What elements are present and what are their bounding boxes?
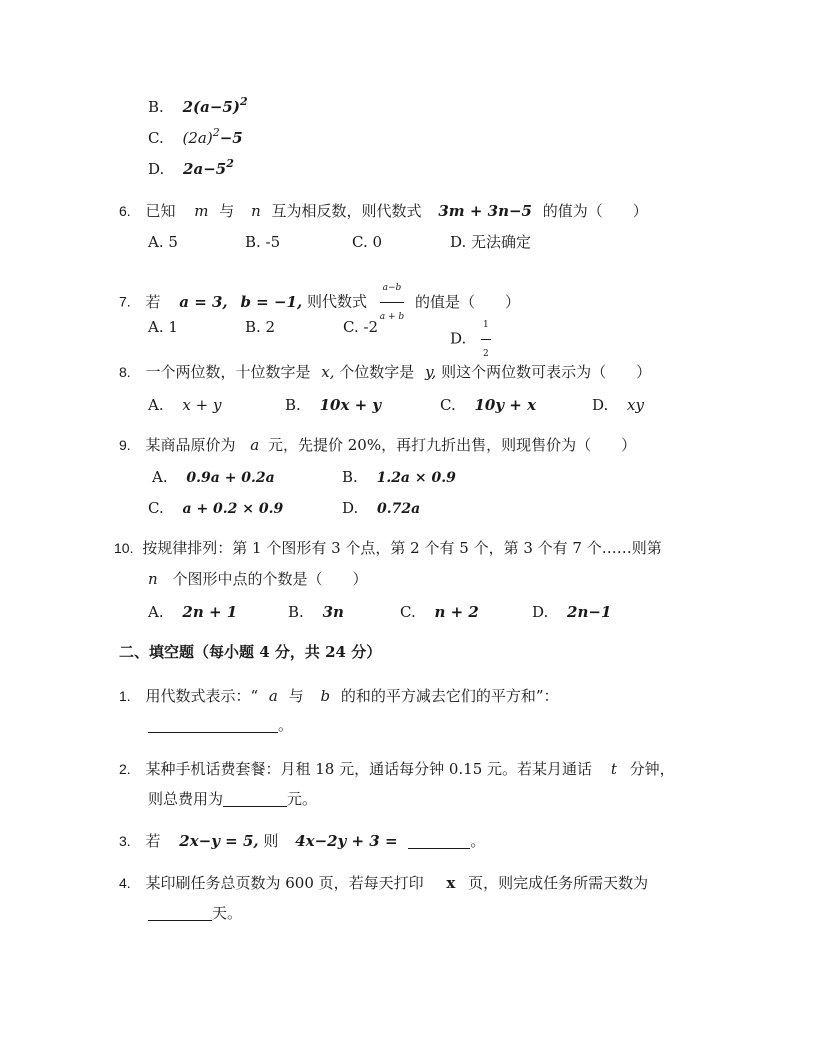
- question-text: 已知: [145, 202, 176, 220]
- q8-option-a: [148, 398, 221, 413]
- q9-option-c: [148, 501, 283, 516]
- option-expr: 0.9a + 0.2a: [186, 470, 275, 486]
- punctuation: 。: [470, 832, 486, 850]
- fill-answer-line-2: [148, 792, 317, 807]
- option-expr: 3n: [322, 603, 344, 621]
- fraction-numerator: 1: [481, 312, 491, 340]
- question-text: 与: [219, 202, 235, 220]
- question-number: 8.: [119, 364, 131, 380]
- q10-option-c: [400, 605, 479, 620]
- option-expr: 10y + x: [474, 396, 537, 414]
- question-text: 若: [145, 292, 161, 311]
- math-expr: 4x−2y + 3 =: [295, 832, 398, 850]
- answer-blank[interactable]: [148, 906, 212, 921]
- question-text: 的值是（ ）: [414, 292, 520, 311]
- option-expr: (2a): [182, 129, 213, 147]
- question-number: 2.: [119, 761, 131, 777]
- question-text: 的值为（ ）: [542, 202, 648, 220]
- question-text: 分钟，: [629, 760, 675, 778]
- q5-option-c: [148, 126, 243, 147]
- math-var: a: [250, 436, 260, 454]
- question-text: 用代数式表示：“: [145, 687, 259, 705]
- q8-option-b: [285, 398, 381, 413]
- question-text: 某商品原价为: [145, 436, 236, 454]
- fill-answer-line-4: [148, 906, 242, 921]
- question-text: 与: [288, 687, 304, 705]
- question-text: 页，则完成任务所需天数为: [468, 874, 649, 892]
- math-var: a: [268, 687, 278, 705]
- math-var: b: [320, 687, 331, 705]
- option-label: C.: [400, 603, 416, 621]
- question-number: 10.: [114, 540, 134, 556]
- math-var: n: [251, 202, 261, 220]
- fill-question-2: [119, 762, 675, 777]
- question-text: 则这个两位数可表示为（ ）: [441, 363, 652, 381]
- q8-option-c: [440, 398, 536, 413]
- option-label: C.: [148, 499, 164, 517]
- option-label: A.: [148, 603, 164, 621]
- question-number: 4.: [119, 875, 131, 891]
- fraction-numerator: a−b: [380, 275, 404, 303]
- math-expr: b = −1,: [240, 292, 303, 311]
- q7-option-c: C. -2: [343, 318, 379, 336]
- question-number: 7.: [119, 293, 131, 310]
- option-label: D.: [532, 603, 549, 621]
- q10-option-b: [288, 605, 344, 620]
- fill-question-3: [119, 834, 485, 849]
- question-10: [114, 541, 662, 556]
- option-expr: 10x + y: [319, 396, 382, 414]
- fill-question-4: [119, 876, 648, 891]
- q6-option-b: B. -5: [245, 233, 281, 251]
- question-text: 若: [145, 832, 161, 850]
- option-label: D.: [450, 329, 467, 348]
- option-label: D.: [148, 160, 165, 178]
- q7-option-b: B. 2: [245, 318, 276, 336]
- math-var: n: [148, 570, 158, 588]
- option-label: A.: [152, 468, 168, 486]
- answer-blank[interactable]: [148, 718, 278, 733]
- math-expr: 2x−y = 5,: [179, 832, 259, 850]
- question-text: 则: [263, 832, 279, 850]
- math-expr: a = 3,: [179, 292, 228, 311]
- fill-answer-line-1: [148, 718, 293, 733]
- fraction-denominator: a + b: [379, 312, 405, 322]
- option-sup: 2: [239, 95, 248, 108]
- option-label: D.: [592, 396, 609, 414]
- q6-option-c: C. 0: [352, 233, 383, 251]
- fraction-denominator: 2: [483, 349, 489, 359]
- question-text: 元。: [287, 790, 318, 808]
- option-label: C.: [148, 129, 164, 147]
- question-text: 个位数字是: [339, 363, 415, 381]
- q7-option-a: A. 1: [148, 318, 178, 336]
- q7-option-d: [450, 312, 491, 367]
- option-label: A.: [148, 396, 164, 414]
- fraction: [481, 312, 491, 367]
- option-sup: 2: [226, 157, 234, 170]
- question-text: 个图形中点的个数是（ ）: [172, 570, 368, 588]
- question-text: 按规律排列：第 1 个图形有 3 个点，第 2 个有 5 个，第 3 个有 7 个……则第: [142, 539, 662, 557]
- question-text: 某印刷任务总页数为 600 页，若每天打印: [145, 874, 424, 892]
- option-expr: a + 0.2 × 0.9: [182, 501, 284, 517]
- option-expr: 2(a−5): [182, 98, 240, 116]
- math-var: x,: [321, 363, 335, 381]
- option-expr: 1.2a × 0.9: [376, 470, 456, 486]
- q5-option-d: [148, 157, 234, 178]
- question-10-line2: [148, 572, 367, 587]
- question-9: [119, 438, 636, 453]
- answer-blank[interactable]: [408, 834, 470, 849]
- q10-option-d: [532, 605, 611, 620]
- question-number: 3.: [119, 833, 131, 849]
- option-label: B.: [285, 396, 301, 414]
- q9-option-a: [152, 470, 275, 485]
- q6-option-a: A. 5: [148, 233, 178, 251]
- question-text: 某种手机话费套餐：月租 18 元，通话每分钟 0.15 元。若某月通话: [145, 760, 593, 778]
- question-8: [119, 365, 651, 380]
- option-sup: 2: [212, 126, 220, 139]
- option-expr: n + 2: [434, 603, 479, 621]
- q9-option-b: [342, 470, 456, 485]
- math-expr: 3m + 3n−5: [438, 202, 532, 220]
- question-text: 互为相反数，则代数式: [271, 202, 422, 220]
- math-var: t: [610, 760, 617, 778]
- punctuation: 。: [278, 716, 294, 734]
- option-expr: 2n−1: [567, 603, 612, 621]
- question-text: 元，先提价 20%，再打九折出售，则现售价为（ ）: [268, 436, 637, 454]
- q6-option-d: D. 无法确定: [450, 233, 532, 251]
- option-expr: xy: [627, 396, 644, 414]
- option-expr: 0.72a: [377, 501, 421, 517]
- answer-blank[interactable]: [223, 792, 287, 807]
- q10-option-a: [148, 605, 237, 620]
- question-number: 1.: [119, 688, 131, 704]
- section-heading: 二、填空题（每小题 4 分，共 24 分）: [119, 643, 382, 661]
- question-number: 9.: [119, 437, 131, 453]
- math-var: m: [194, 202, 209, 220]
- option-expr: 2a−5: [183, 160, 227, 178]
- math-var: x: [446, 874, 456, 892]
- question-text: 一个两位数，十位数字是: [145, 363, 311, 381]
- option-expr: 2n + 1: [182, 603, 238, 621]
- option-label: C.: [440, 396, 456, 414]
- fraction: [380, 275, 404, 330]
- question-text: 的和的平方减去它们的平方和”：: [340, 687, 559, 705]
- question-text: 天。: [212, 904, 243, 922]
- q5-option-b: [148, 95, 248, 116]
- fill-question-1: [119, 689, 559, 704]
- option-expr: x + y: [182, 396, 222, 414]
- math-var: y,: [425, 363, 437, 381]
- option-label: B.: [148, 98, 164, 116]
- option-label: D.: [342, 499, 359, 517]
- question-number: 6.: [119, 203, 131, 219]
- question-text: 则代数式: [306, 292, 367, 311]
- q8-option-d: [592, 398, 644, 413]
- question-6: [119, 204, 648, 219]
- question-text: 则总费用为: [148, 790, 224, 808]
- option-label: B.: [288, 603, 304, 621]
- q9-option-d: [342, 501, 420, 516]
- option-tail: −5: [219, 129, 243, 147]
- option-label: B.: [342, 468, 358, 486]
